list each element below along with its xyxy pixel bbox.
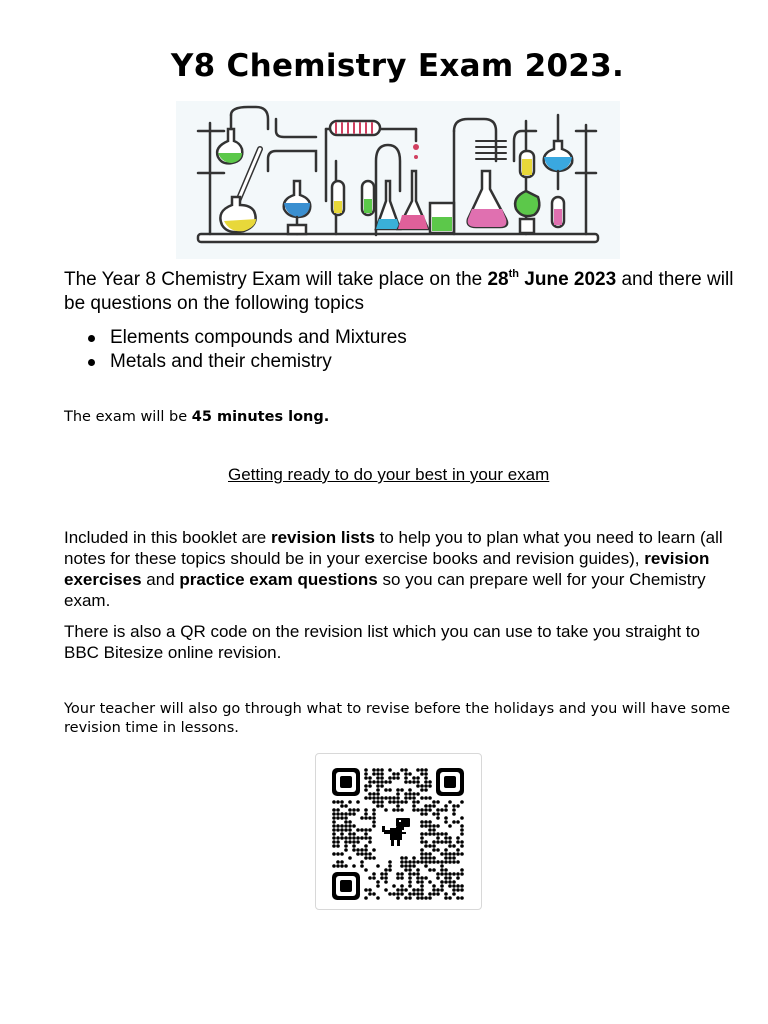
booklet-text-1: Included in this booklet are	[64, 528, 271, 547]
booklet-paragraph	[64, 527, 736, 611]
revision-exercises-bold: revision exercises	[64, 549, 710, 589]
chemistry-lab-illustration	[176, 101, 620, 259]
section-subheading: Getting ready to do your best in your exam	[228, 465, 550, 484]
duration-value: 45 minutes long.	[191, 409, 330, 425]
teacher-paragraph: Your teacher will also go through what to revise before the holidays and you will have some revision time in lessons.	[64, 701, 731, 736]
qr-paragraph: There is also a QR code on the revision list which you can use to take you straight to BBC Bitesize online revision.	[64, 622, 700, 662]
booklet-text-3: and	[141, 570, 180, 589]
topic-item: Metals and their chemistry	[64, 350, 407, 374]
exam-date-suffix: th	[508, 268, 520, 280]
revision-lists-bold: revision lists	[270, 528, 375, 547]
booklet-text-4: so you can prepare well for your Chemistry exam.	[64, 570, 706, 610]
booklet-text-2: to help you to plan what you need to learn (all notes for these topics should be in your exercise books and revision guides),	[64, 528, 723, 568]
topics-list	[64, 326, 407, 374]
exam-date-rest: June 2023	[519, 269, 617, 290]
exam-date	[487, 269, 616, 290]
exam-date-day: 28	[487, 269, 509, 290]
page-title: Y8 Chemistry Exam 2023.	[170, 48, 625, 84]
topic-item: Elements compounds and Mixtures	[64, 326, 407, 350]
qr-code-icon[interactable]	[315, 753, 482, 910]
intro-text-2: and there will be questions on the following topics	[64, 269, 734, 314]
intro-text-1: The Year 8 Chemistry Exam will take place on the	[64, 269, 488, 290]
exam-duration	[64, 409, 329, 425]
duration-prefix: The exam will be	[64, 409, 192, 425]
practice-questions-bold: practice exam questions	[179, 570, 378, 589]
intro-paragraph	[64, 268, 744, 316]
